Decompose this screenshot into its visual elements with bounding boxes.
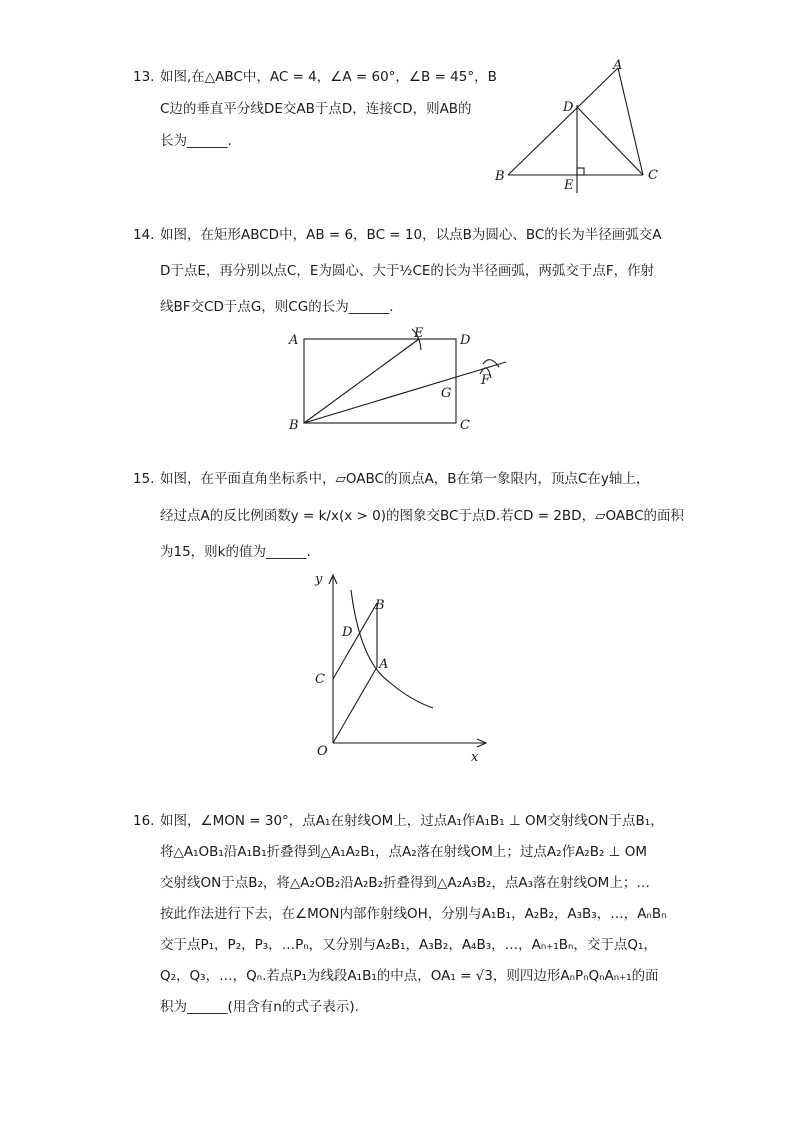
label-d: D	[342, 625, 353, 640]
label-b: B	[289, 418, 299, 433]
question-text-line: 线BF交CD于点G，则CG的长为______.	[160, 299, 394, 315]
question-text-line: 如图，∠MON = 30°，点A₁在射线OM上，过点A₁作A₁B₁ ⊥ OM交射线ON于点B₁，	[160, 813, 664, 829]
label-c: C	[460, 418, 470, 433]
question-text-line: D于点E，再分别以点C，E为圆心、大于½CE的长为半径画弧，两弧交于点F，作射	[160, 263, 655, 279]
ray-bf	[304, 362, 506, 423]
label-a: A	[379, 657, 389, 672]
label-e: E	[564, 178, 574, 193]
question-number: 16.	[133, 813, 155, 829]
label-d: D	[460, 333, 471, 348]
segment-ba	[508, 68, 618, 175]
triangle-figure	[490, 55, 670, 195]
label-f: F	[481, 373, 491, 388]
label-e: E	[414, 326, 424, 341]
segment-be	[304, 339, 419, 423]
question-text-line: 为15，则k的值为______.	[160, 544, 311, 560]
label-b: B	[495, 169, 505, 184]
label-a: A	[613, 58, 623, 73]
question-text-line: 经过点A的反比例函数y = k/x(x > 0)的图象交BC于点D.若CD = 2BD，▱OABC的面积	[160, 508, 685, 524]
question-text-line: 将△A₁OB₁沿A₁B₁折叠得到△A₁A₂B₁，点A₂落在射线OM上；过点A₂作A₂B₂ ⊥ OM	[160, 844, 648, 860]
question-text-line: Q₂，Q₃，…，Qₙ.若点P₁为线段A₁B₁的中点，OA₁ = √3，则四边形AₙPₙQₙAₙ₊₁的面	[160, 968, 659, 984]
question-number: 15.	[133, 471, 155, 487]
question-number: 13.	[133, 69, 155, 85]
question-text-line: 积为______(用含有n的式子表示).	[160, 999, 359, 1015]
label-d: D	[563, 100, 574, 115]
label-x: x	[471, 750, 479, 765]
right-angle-mark	[577, 168, 584, 175]
segment-cd	[577, 107, 643, 175]
rectangle-abcd	[304, 339, 456, 423]
coordinate-figure	[300, 565, 500, 770]
question-text-line: 如图,在△ABC中，AC = 4，∠A = 60°，∠B = 45°，B	[160, 69, 497, 85]
question-text-line: 如图，在平面直角坐标系中，▱OABC的顶点A，B在第一象限内，顶点C在y轴上，	[160, 471, 650, 487]
question-text-line: 交射线ON于点B₂，将△A₂OB₂沿A₂B₂折叠得到△A₂A₃B₂，点A₃落在射线OM上；…	[160, 875, 650, 891]
rectangle-figure	[280, 322, 520, 437]
arc-at-f-1	[483, 360, 499, 367]
label-o: O	[317, 744, 328, 759]
question-text-line: 交于点P₁，P₂，P₃，…Pₙ，又分别与A₂B₁，A₃B₂，A₄B₃，…，Aₙ₊₁Bₙ，交于点Q₁，	[160, 937, 657, 953]
label-a: A	[289, 333, 299, 348]
question-text-line: 长为______.	[160, 133, 232, 149]
segment-oa	[333, 667, 377, 743]
question-text-line: 按此作法进行下去，在∠MON内部作射线OH，分别与A₁B₁，A₂B₂，A₃B₃，…，AₙBₙ	[160, 906, 667, 922]
question-text-line: 如图，在矩形ABCD中，AB = 6，BC = 10，以点B为圆心、BC的长为半径画弧交A	[160, 227, 662, 243]
label-c: C	[315, 672, 325, 687]
label-y: y	[315, 572, 323, 587]
label-c: C	[648, 168, 658, 183]
question-text-line: C边的垂直平分线DE交AB于点D，连接CD，则AB的	[160, 101, 472, 117]
question-number: 14.	[133, 227, 155, 243]
segment-ac	[618, 68, 643, 175]
label-b: B	[375, 598, 385, 613]
label-g: G	[441, 386, 452, 401]
